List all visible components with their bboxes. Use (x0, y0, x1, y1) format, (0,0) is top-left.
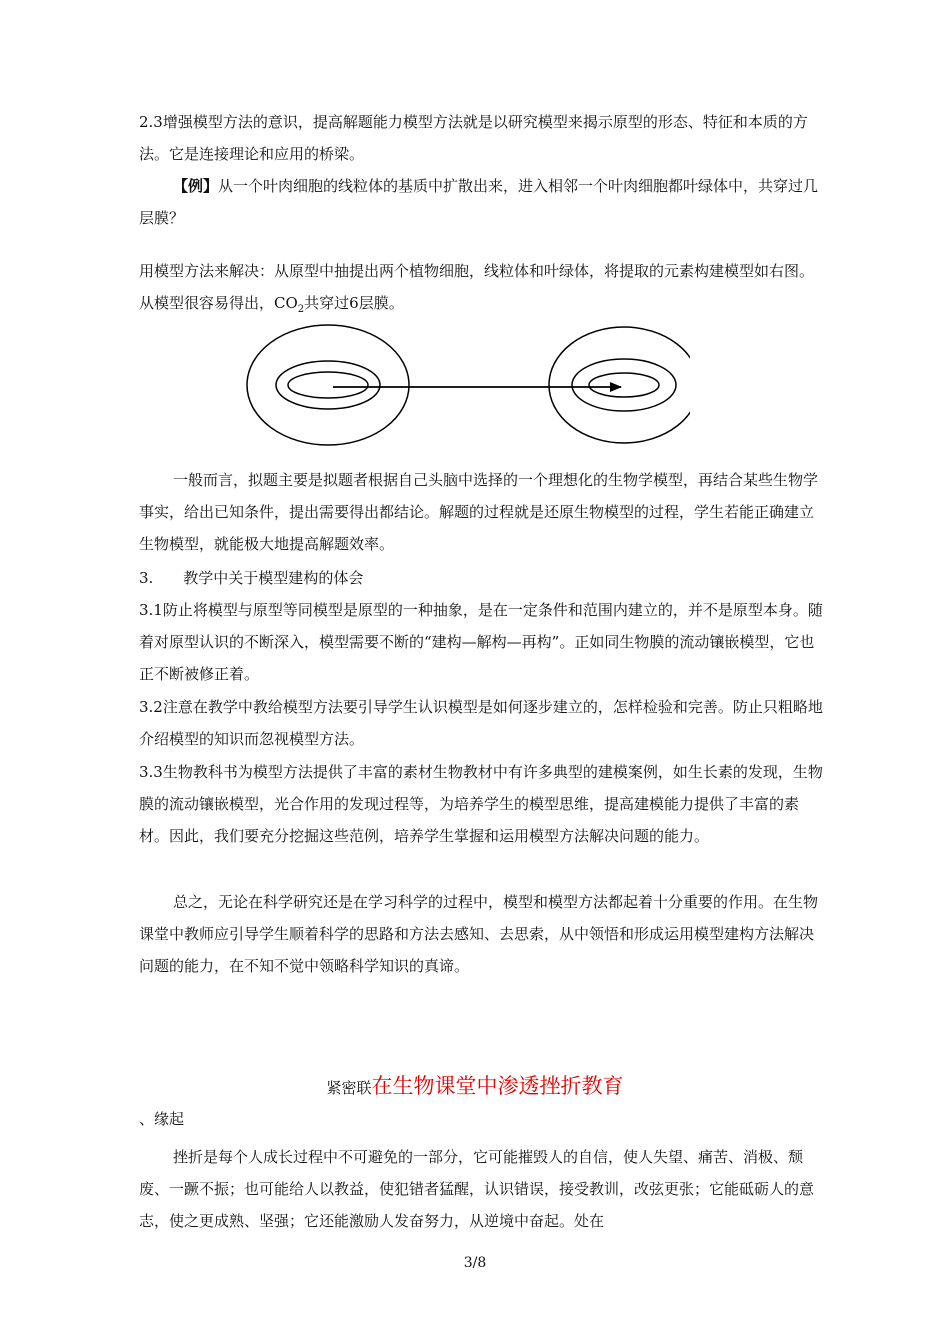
paragraph-summary: 总之，无论在科学研究还是在学习科学的过程中，模型和模型方法都起着十分重要的作用。在生物课堂中教师应引导学生顺着科学的思路和方法去感知、去思索，从中领悟和形成运用模型建构方法解决问题的能力，在不知不觉中领略科学知识的真谛。 (139, 893, 819, 975)
co2-subscript: 2 (297, 304, 305, 315)
paragraph-frustration: 挫折是每个人成长过程中不可避免的一部分，它可能摧毁人的自信，使人失望、痛苦、消极、颓废、一蹶不振；也可能给人以教益，使犯错者猛醒，认识错误，接受教训，改弦更张；它能砥砺人的意志，使之更成熟、坚强；它还能激励人发奋努力，从逆境中奋起。处在 (139, 1148, 815, 1230)
paragraph-2-3: 2.3增强模型方法的意识，提高解题能力模型方法就是以研究模型来揭示原型的形态、特征和本质的方法。它是连接理论和应用的桥梁。 (139, 113, 808, 163)
left-mitochondrion-outer-membrane (276, 361, 380, 409)
cell-model-diagram (240, 322, 690, 452)
left-mitochondrion-inner-membrane (288, 372, 368, 398)
left-cell-outline (247, 325, 409, 445)
solution-text-end: 共穿过6层膜。 (304, 294, 404, 312)
example-tag: 【例】 (173, 177, 219, 195)
right-cell-outline (549, 327, 690, 443)
solution-paragraph (139, 255, 824, 326)
page-number: 3/8 (463, 1255, 487, 1271)
right-chloroplast-outer-membrane (572, 359, 676, 411)
title-prefix: 紧密联 (326, 1079, 372, 1097)
solution-text-start: 用模型方法来解决：从原型中抽提出两个植物细胞，线粒体和叶绿体，将提取的元素构建模型如右图。从模型很容易得出，CO (139, 262, 815, 312)
paragraph-3-2: 3.2注意在教学中教给模型方法要引导学生认识模型是如何逐步建立的，怎样检验和完善。防止只粗略地介绍模型的知识而忽视模型方法。 (139, 698, 823, 748)
example-paragraph (139, 170, 824, 234)
title-main: 在生物课堂中渗透挫折教育 (371, 1074, 624, 1098)
section-heading-3: 3. 教学中关于模型建构的体会 (139, 569, 364, 587)
example-text: 从一个叶肉细胞的线粒体的基质中扩散出来，进入相邻一个叶肉细胞都叶绿体中，共穿过几层膜？ (139, 177, 819, 227)
paragraph-general: 一般而言，拟题主要是拟题者根据自己头脑中选择的一个理想化的生物学模型，再结合某些生物学事实，给出已知条件，提出需要得出都结论。解题的过程就是还原生物模型的过程，学生若能正确建立生物模型，就能极大地提高解题效率。 (139, 471, 819, 553)
paragraph-3-1: 3.1防止将模型与原型等同模型是原型的一种抽象，是在一定条件和范围内建立的，并不是原型本身。随着对原型认识的不断深入，模型需要不断的“建构—解构—再构”。正如同生物膜的流动镶嵌模型，它也正不断被修正着。 (139, 601, 823, 683)
paragraph-3-3: 3.3生物教科书为模型方法提供了丰富的素材生物教材中有许多典型的建模案例，如生长素的发现，生物膜的流动镶嵌模型，光合作用的发现过程等，为培养学生的模型思维，提高建模能力提供了丰富的素材。因此，我们要充分挖掘这些范例，培养学生掌握和运用模型方法解决问题的能力。 (139, 763, 823, 845)
right-chloroplast-inner-membrane (589, 373, 659, 397)
article-title (0, 1066, 950, 1108)
section-origin-heading: 、缘起 (139, 1110, 185, 1128)
